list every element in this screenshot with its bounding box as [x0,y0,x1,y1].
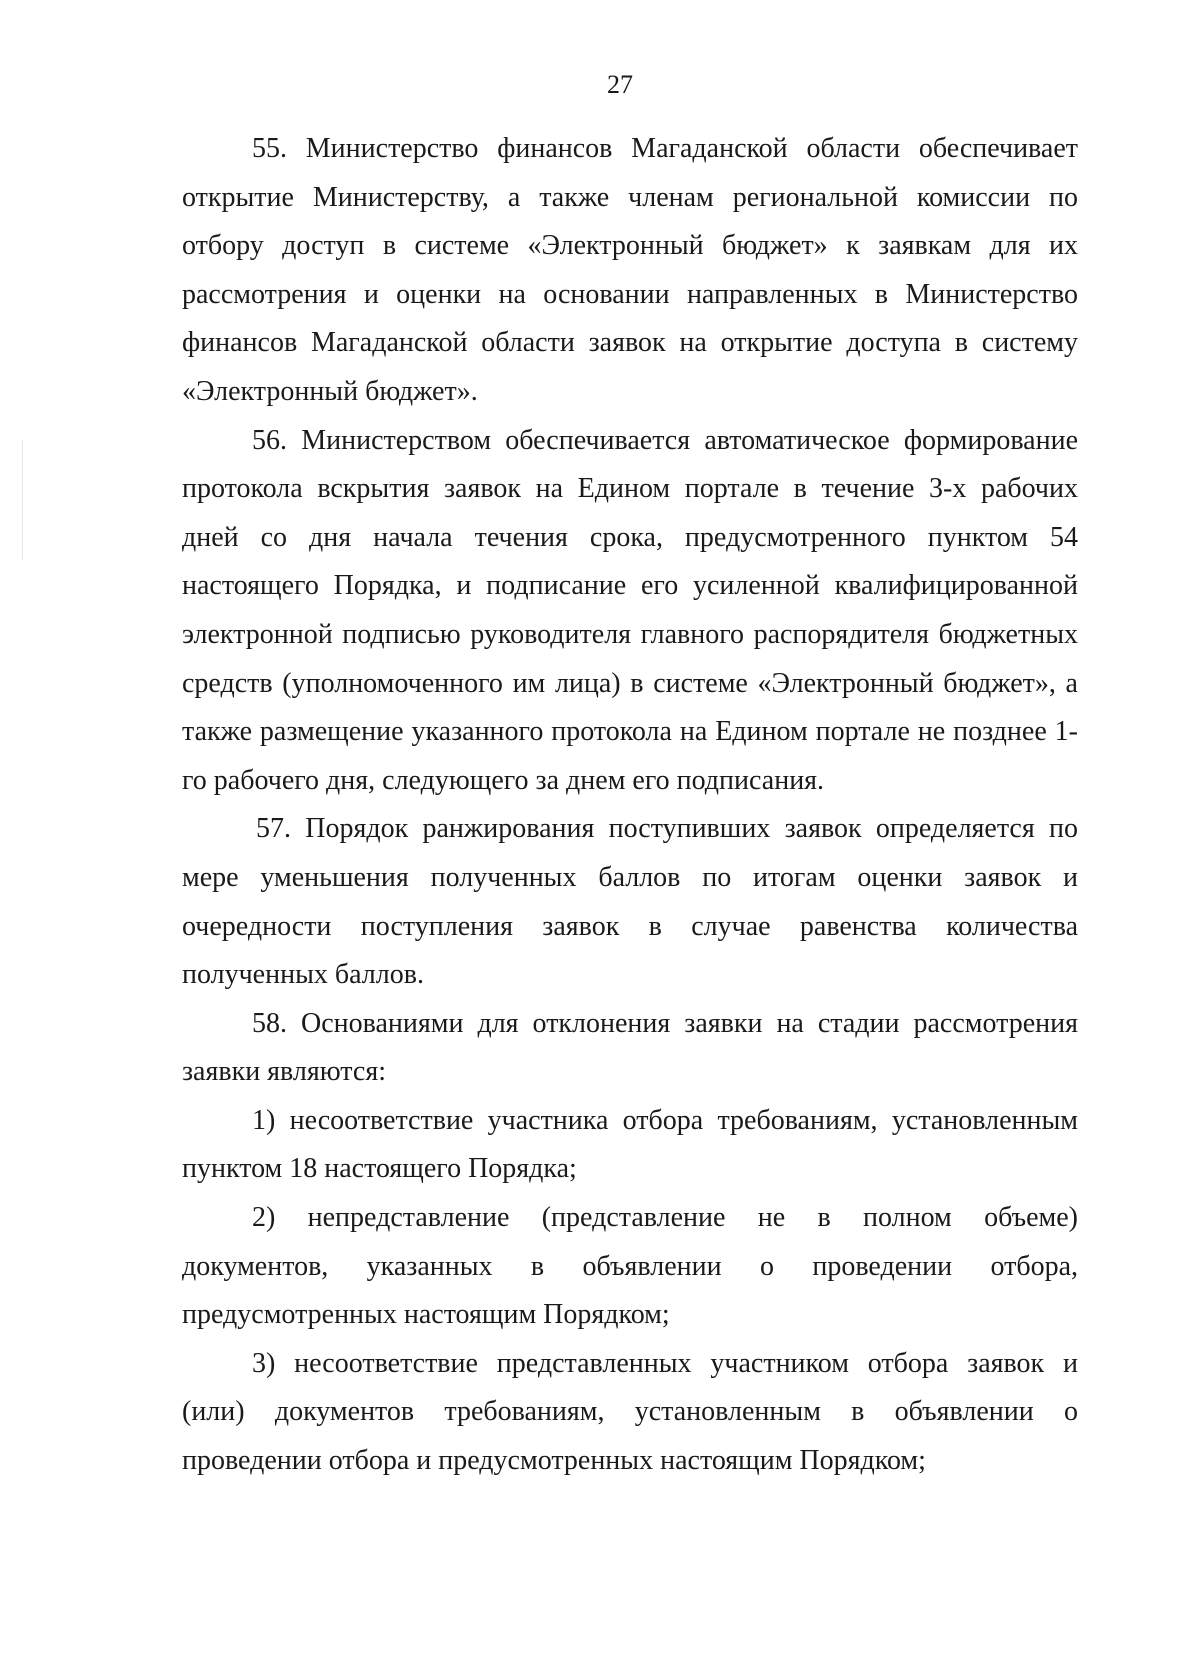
paragraph-55 [182,125,1078,417]
list-item-3 [182,1340,1078,1486]
text-line: дней со дня начала течения срока, предусмотренного пунктом 54 [182,521,1078,553]
text-line: проведении отбора и предусмотренных настоящим Порядком; [182,1445,926,1477]
text-line: средств (уполномоченного им лица) в системе «Электронный бюджет», а [182,667,1078,699]
list-item-1 [182,1097,1078,1194]
text-line: 56. Министерством обеспечивается автоматическое формирование [252,424,1078,456]
text-line: полученных баллов. [182,959,424,991]
text-line: отбору доступ в системе «Электронный бюджет» к заявкам для их [182,230,1078,262]
text-line: рассмотрения и оценки на основании направленных в Министерство [182,278,1078,310]
text-line: 1) несоответствие участника отбора требованиям, установленным [252,1104,1078,1136]
text-line: 2) непредставление (представление не в полном объеме) [252,1202,1078,1234]
paragraph-57 [182,805,1078,999]
paragraph-56 [182,417,1078,806]
text-line: пунктом 18 настоящего Порядка; [182,1153,577,1185]
text-line: 57. Порядок ранжирования поступивших заявок определяется по [256,813,1078,845]
scan-edge-mark [22,440,23,560]
text-line: «Электронный бюджет». [182,375,478,407]
text-line: го рабочего дня, следующего за днем его подписания. [182,764,825,796]
text-line: заявки являются: [182,1056,386,1088]
text-line: 58. Основаниями для отклонения заявки на стадии рассмотрения [252,1007,1078,1039]
text-line: документов, указанных в объявлении о проведении отбора, [182,1250,1078,1282]
document-body [182,125,1078,1486]
list-item-2 [182,1194,1078,1340]
text-line: мере уменьшения полученных баллов по итогам оценки заявок и [182,861,1078,893]
paragraph-58 [182,1000,1078,1097]
text-line: предусмотренных настоящим Порядком; [182,1299,670,1331]
text-line: (или) документов требованиям, установленным в объявлении о [182,1396,1078,1428]
text-line: 3) несоответствие представленных участником отбора заявок и [252,1347,1078,1379]
text-line: электронной подписью руководителя главного распорядителя бюджетных [182,618,1078,650]
text-line: финансов Магаданской области заявок на открытие доступа в систему [182,327,1078,359]
text-line: открытие Министерству, а также членам региональной комиссии по [182,181,1078,213]
text-line: очередности поступления заявок в случае равенства количества [182,910,1078,942]
text-line: настоящего Порядка, и подписание его усиленной квалифицированной [182,570,1078,602]
text-line: также размещение указанного протокола на Едином портале не позднее 1- [182,716,1078,748]
page-number: 27 [607,70,633,99]
text-line: 55. Министерство финансов Магаданской области обеспечивает [252,133,1078,164]
text-line: протокола вскрытия заявок на Едином портале в течение 3-х рабочих [182,473,1078,505]
